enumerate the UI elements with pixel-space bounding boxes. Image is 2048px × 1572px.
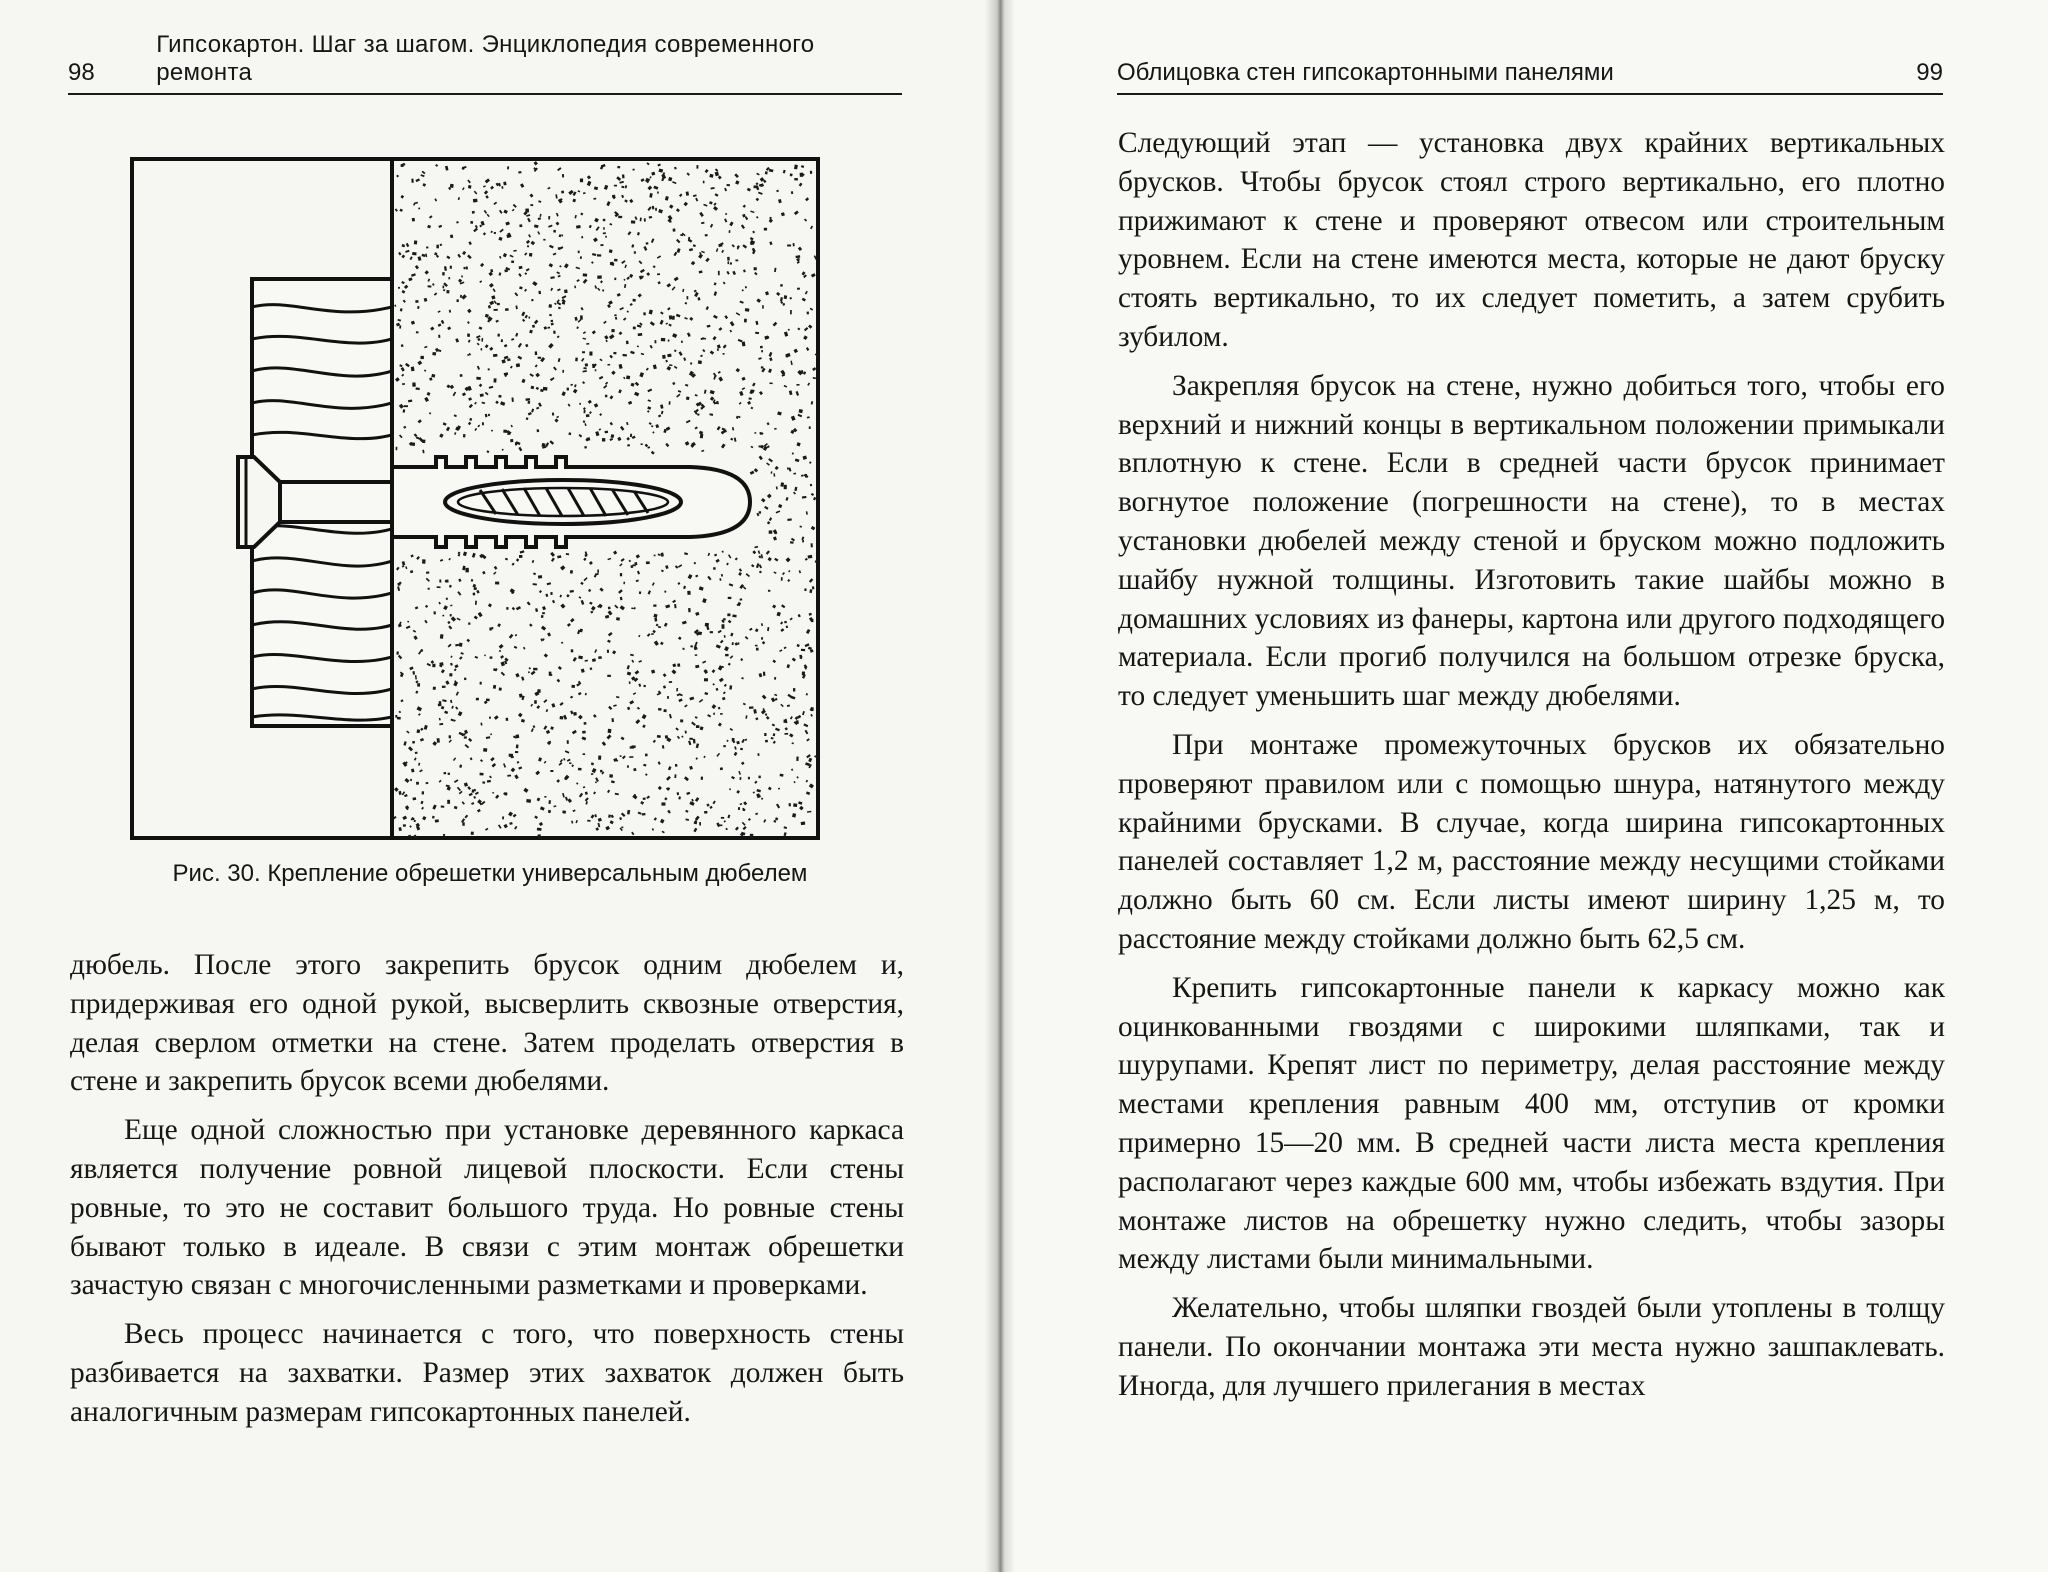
- figure-caption: Рис. 30. Крепление обрешетки универсальным дюбелем: [172, 860, 808, 887]
- paragraph: дюбель. После этого закрепить брусок одним дюбелем и, придерживая его одной рукой, высверлить сквозные отверстия, делая сверлом отметки на стене. Затем проделать отверстия в стене и закрепить брусок всеми дюбелями.: [70, 949, 904, 1098]
- paragraph: Еще одной сложностью при установке деревянного каркаса является получение ровной лицевой плоскости. Если стены ровные, то это не составит большого труда. Но ровные стены бывают только в идеале. В связи с этим монтаж обрешетки зачастую связан с многочисленными разметками и проверками.: [70, 1114, 904, 1302]
- right-page: [1000, 0, 2048, 1572]
- paragraph: Следующий этап — установка двух крайних вертикальных брусков. Чтобы брусок стоял строго вертикально, его плотно прижимают к стене и проверяют отвесом или строительным уровнем. Если на стене имеются места, которые не дают бруску стоять вертикально, то их следует пометить, а затем срубить зубилом.: [1118, 127, 1945, 353]
- dowel-fastening-figure: [130, 157, 820, 840]
- screw-shank: [280, 482, 392, 522]
- left-running-title: Гипсокартон. Шаг за шагом. Энциклопедия современного ремонта: [156, 31, 815, 86]
- paragraph: При монтаже промежуточных брусков их обязательно проверяют правилом или с помощью шнура, натянутого между крайними брусками. В случае, когда ширина гипсокартонных панелей составляет 1,2 м, расстояние между несущими стойками должно быть 60 см. Если листы имеют ширину 1,25 м, то расстояние между стойками должно быть 62,5 см.: [1118, 728, 1945, 955]
- paragraph: Закрепляя брусок на стене, нужно добиться того, чтобы его верхний и нижний концы в вертикальном положении примыкали вплотную к стене. Если в средней части брусок принимает вогнутое положение (погрешности на стене), то в местах установки дюбелей между стеной и бруском можно подложить шайбу нужной толщины. Изготовить такие шайбы можно в домашних условиях из фанеры, картона или другого подходящего материала. Если прогиб получился на большом отрезке бруска, то следует уменьшить шаг между дюбелями.: [1118, 369, 1946, 713]
- left-body-text: [70, 946, 904, 1432]
- paragraph: Желательно, чтобы шляпки гвоздей были утоплены в толщу панели. По окончании монтажа эти места нужно зашпаклевать. Иногда, для лучшего прилегания в местах: [1118, 1292, 1945, 1402]
- left-page-number: 98: [68, 59, 95, 86]
- right-body-text: [1118, 124, 1945, 1406]
- right-page-number: 99: [1916, 59, 1943, 86]
- paragraph: Весь процесс начинается с того, что поверхность стены разбивается на захватки. Размер этих захваток должен быть аналогичным размерам гипсокартонных панелей.: [70, 1318, 904, 1428]
- right-running-title: Облицовка стен гипсокартонными панелями: [1117, 59, 1614, 86]
- paragraph: Крепить гипсокартонные панели к каркасу можно как оцинкованными гвоздями с широкими шляпками, так и шурупами. Крепят лист по периметру, делая расстояние между местами крепления равным 400 мм, отступив от кромки примерно 15—20 мм. В средней части листа места крепления располагают через каждые 600 мм, чтобы избежать вздутия. При монтаже листов на обрешетку нужно следить, чтобы зазоры между листами были минимальными.: [1118, 971, 1945, 1276]
- right-running-header: [1117, 55, 1943, 95]
- left-running-header: [68, 31, 902, 95]
- left-page: [0, 0, 1000, 1572]
- book-spine-shadow: [985, 0, 1015, 1572]
- screw-thread: [445, 480, 681, 524]
